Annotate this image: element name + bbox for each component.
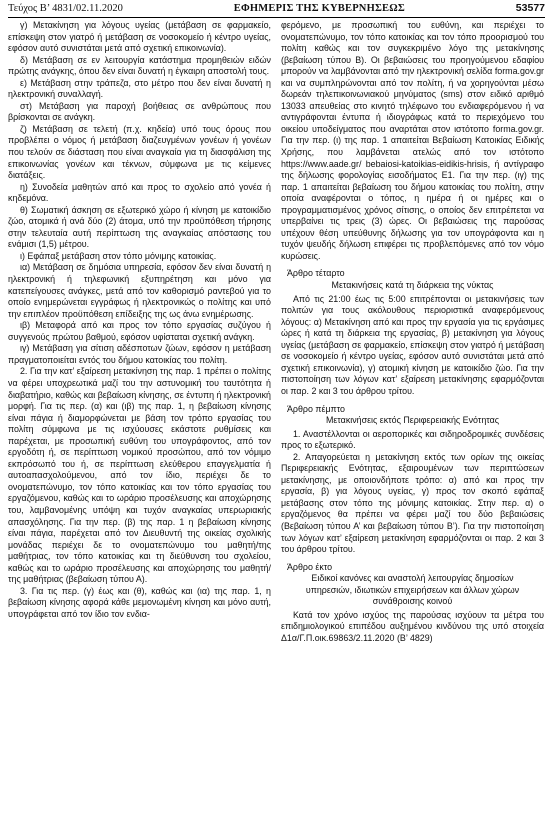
left-column [8,20,271,820]
paragraph: ιγ) Μετάβαση για σίτιση αδέσποτων ζώων, εφόσον η μετάβαση πραγματοποιείται εντός του δήμου κατοικίας του πολίτη. [8,343,271,365]
right-column [281,20,544,820]
article-label: Άρθρο τέταρτο [287,268,345,279]
header-rule [8,17,545,18]
paragraph: 3. Για τις περ. (γ) έως και (θ), καθώς και (ια) της παρ. 1, η βεβαίωση κίνησης αφορά κάθε μεμονωμένη κίνηση και μόνο αυτή, υπογράφεται από τον ίδιο τον ενδια- [8,585,271,619]
article-title: Ειδικοί κανόνες και αναστολή λειτουργίας δημοσίων υπηρεσιών, ιδιωτικών επιχειρήσεων και άλλων χώρων συνάθροισης κοινού [305,573,520,607]
page-header [8,0,545,16]
paragraph: στ) Μετάβαση για παροχή βοήθειας σε ανθρώπους που βρίσκονται σε ανάγκη. [8,100,271,123]
publication-title: ΕΦΗΜΕΡΙΣ ΤΗΣ ΚΥΒΕΡΝΗΣΕΩΣ [233,2,405,14]
paragraph: η) Συνοδεία μαθητών από και προς το σχολείο από γονέα ή κηδεμόνα. [8,181,271,204]
issue-reference: Τεύχος Β’ 4831/02.11.2020 [8,2,123,14]
paragraph-continuation: φερόμενο, με προσωπική του ευθύνη, και περιέχει το ονοματεπώνυμο, τον τόπο κατοικίας και τον τόπο προορισμού του πολίτη καθώς και τον συγκεκριμένο λόγο της μετακίνησης (βεβαίωση τύπου Β). Οι βεβαιώσεις του προηγούμενου εδαφίου μπορούν να λαμβάνονται από την ηλεκτρονική σελίδα forma.gov.gr και να συμπληρώνονται από τον πολίτη, ή να χορηγούνται μέσω δωρεάν τηλεπικοινωνιακού μηνύματος (sms) στον ειδικό αριθμό 13033 απευθείας στο κινητό τηλέφωνο του ενδιαφερόμενου ή να αντιγράφονται έντυπα ή ιδιογράφως κατά το περιεχόμενο του οικείου υποδείγματος που αναρτάται στον ιστότοπο forma.gov.gr. Για την περ. (ι) της παρ. 1 απαιτείται Βεβαίωση Κατοικίας Ειδικής Χρήσης, που λαμβάνεται ατελώς από τον ιστότοπο https://www.aade.gr/ bebaiosi-katoikias-eidikis-hrisis, ή αντίγραφο της δήλωσης φορολογίας εισοδήματος Ε1. Για την περ. (ιγ) της παρ. 1 απαιτείται βεβαίωση του δήμου κατοικίας του πολίτη, στην οποία αναφέρονται ο τόπος, η ημέρα ή οι ημέρες και ο προγραμματισμένος χρόνος σίτισης, ο οποίος δεν επιτρέπεται να υπερβαίνει τις τρεις (3) ώρες. Οι βεβαιώσεις της παρούσας υπέχουν θέση υπεύθυνης δήλωσης για τον υπογράφοντα και η τυχόν ψευδής δήλωση επιφέρει τις προβλεπόμενες από τον νόμο κυρώσεις. [281,20,544,261]
article-title: Μετακινήσεις εκτός Περιφερειακής Ενότητας [325,415,500,426]
paragraph: 2. Για την κατ’ εξαίρεση μετακίνηση της παρ. 1 πρέπει ο πολίτης να φέρει υποχρεωτικά μαζί του την αστυνομική του ταυτότητα ή διαβατήριο, καθώς και βεβαίωση κίνησης, σε έντυπη ή ηλεκτρονική μορφή. Για τις περ. (α) και (ιβ) της παρ. 1, η βεβαίωση κίνησης είναι πάγια ή διαμορφώνεται με βάση τον τρόπο εργασίας του πολίτη σύμφωνα με τις ισχύουσες εκάστοτε ρυθμίσεις και παρέχεται, με προσωπική ευθύνη του υπογράφοντος, από τον εργοδότη ή, σε περίπτωση νομικού προσώπου, από τον νόμιμο εκπρόσωπό του ή, σε περίπτωση ελεύθερου επαγγελματία ή αυτοαπασχολούμενου, από τον ίδιο, περιέχει δε το ονοματεπώνυμο, τον τόπο κατοικίας και τον τόπο εργασίας του εργαζόμενου, καθώς και το ωράριο προσέλευσης και αποχώρησης του, λαμβανομένης υπόψη και τυχόν αναγκαίας υπερωριακής απασχόλησης. Για την περ. (β) της παρ. 1 η βεβαίωση κίνησης είναι πάγια, παρέχεται από τον Διευθυντή της οικείας σχολικής μονάδας περιέχει δε το ονοματεπώνυμο του μαθητή/της μαθήτριας, τον τόπο κατοικίας και τη διεύθυνση του σχολείου, καθώς και το ωράριο προσέλευσης και αποχώρησης του μαθητή/της μαθήτριας (βεβαίωση τύπου Α). [8,366,271,585]
paragraph: Από τις 21:00 έως τις 5:00 επιτρέπονται οι μετακινήσεις των πολιτών για τους ακόλουθους περιοριστικά αναφερόμενους λόγους: α) Μετακίνηση από και προς την εργασία για τις εργάσιμες ώρες ή κατά τη διάρκεια της εργασίας, β) μετακίνηση για λόγους υγείας (μετάβαση σε φαρμακείο, επίσκεψη στον γιατρό ή μετάβαση σε νοσοκομείο ή κέντρο υγείας, εφόσον αυτό συνιστάται μετά από σχετική επικοινωνία), γ) ατομική κίνηση με κατοικίδιο ζώο. Για την πιστοποίηση των λόγων κατ’ εξαίρεση μετακίνησης εφαρμόζονται οι παρ. 2 και 3 του άρθρου τρίτου. [281,293,544,396]
article-label: Άρθρο έκτο [287,561,333,572]
paragraph: Κατά τον χρόνο ισχύος της παρούσας ισχύουν τα μέτρα του επιδημιολογικού επιπέδου αυξημένου κινδύνου της υπό στοιχεία Δ1α/Γ.Π.οικ.69863/2.11.2020 (Β’ 4829) [281,609,544,643]
paragraph: δ) Μετάβαση σε εν λειτουργία κατάστημα προμηθειών ειδών πρώτης ανάγκης, όπου δεν είναι δυνατή η έγκαιρη αποστολή τους. [8,54,271,77]
paragraph: θ) Σωματική άσκηση σε εξωτερικό χώρο ή κίνηση με κατοικίδιο ζώο, ατομικά ή ανά δύο (2) άτομα, υπό την προϋπόθεση τήρησης στην τελευταία αυτή περίπτωση της αναγκαίας απόστασης του ενάμισι (1,5) μέτρου. [8,204,271,250]
paragraph: 2. Απαγορεύεται η μετακίνηση εκτός των ορίων της οικείας Περιφερειακής Ενότητας, εξαιρουμένων των περιπτώσεων μετακίνησης, με οποιονδήποτε τρόπο: α) από και προς την εργασία, β) για λόγους υγείας, γ) προς τον σκοπό εφάπαξ μετάβασης στον τόπο της μόνιμης κατοικίας. Στην περ. α) ο εργαζόμενος θα πρέπει να φέρει μαζί του δύο βεβαιώσεις (Βεβαίωση τύπου Α’ και βεβαίωση τύπου Β’). Για την πιστοποίηση των λόγων κατ’ εξαίρεση μετακίνηση εφαρμόζονται οι παρ. 2 και 3 του άρθρου τρίτου. [281,451,544,555]
paragraph: ζ) Μετάβαση σε τελετή (π.χ. κηδεία) υπό τους όρους που προβλέπει ο νόμος ή μετάβαση διαζευγμένων γονέων ή γονέων που τελούν σε διάσταση που είναι αναγκαία για τη διασφάλιση της επικοινωνίας γονέων και τέκνων, σύμφωνα με τις κείμενες διατάξεις. [8,123,271,181]
paragraph: γ) Μετακίνηση για λόγους υγείας (μετάβαση σε φαρμακείο, επίσκεψη στον γιατρό ή μετάβαση σε νοσοκομείο ή κέντρο υγείας, εφόσον αυτό συνιστάται μετά από σχετική επικοινωνία). [8,20,271,54]
paragraph: ι) Εφάπαξ μετάβαση στον τόπο μόνιμης κατοικίας. [20,250,217,261]
paragraph: ε) Μετάβαση στην τράπεζα, στο μέτρο που δεν είναι δυνατή η ηλεκτρονική συναλλαγή. [8,77,271,100]
page-number: 53577 [515,2,545,14]
paragraph: 1. Αναστέλλονται οι αεροπορικές και σιδηροδρομικές συνδέσεις προς το εξωτερικό. [281,428,544,451]
article-label: Άρθρο πέμπτο [287,403,345,414]
paragraph: ιβ) Μεταφορά από και προς τον τόπο εργασίας συζύγου ή συγγενούς πρώτου βαθμού, εφόσον υφίσταται σχετική ανάγκη. [8,320,271,342]
article-title: Μετακινήσεις κατά τη διάρκεια της νύκτας [331,280,494,291]
paragraph: ια) Μετάβαση σε δημόσια υπηρεσία, εφόσον δεν είναι δυνατή η ηλεκτρονική ή τηλεφωνική εξυπηρέτηση και μόνο για κατεπείγουσες ανάγκες, μετά από τον καθορισμό ραντεβού για το οποίο ενημερώνεται εγγράφως ή ηλεκτρονικώς ο πολίτης και υπό την επιπλέον προϋπόθεση επίδειξης της ως άνω ενημέρωσης. [8,262,271,319]
